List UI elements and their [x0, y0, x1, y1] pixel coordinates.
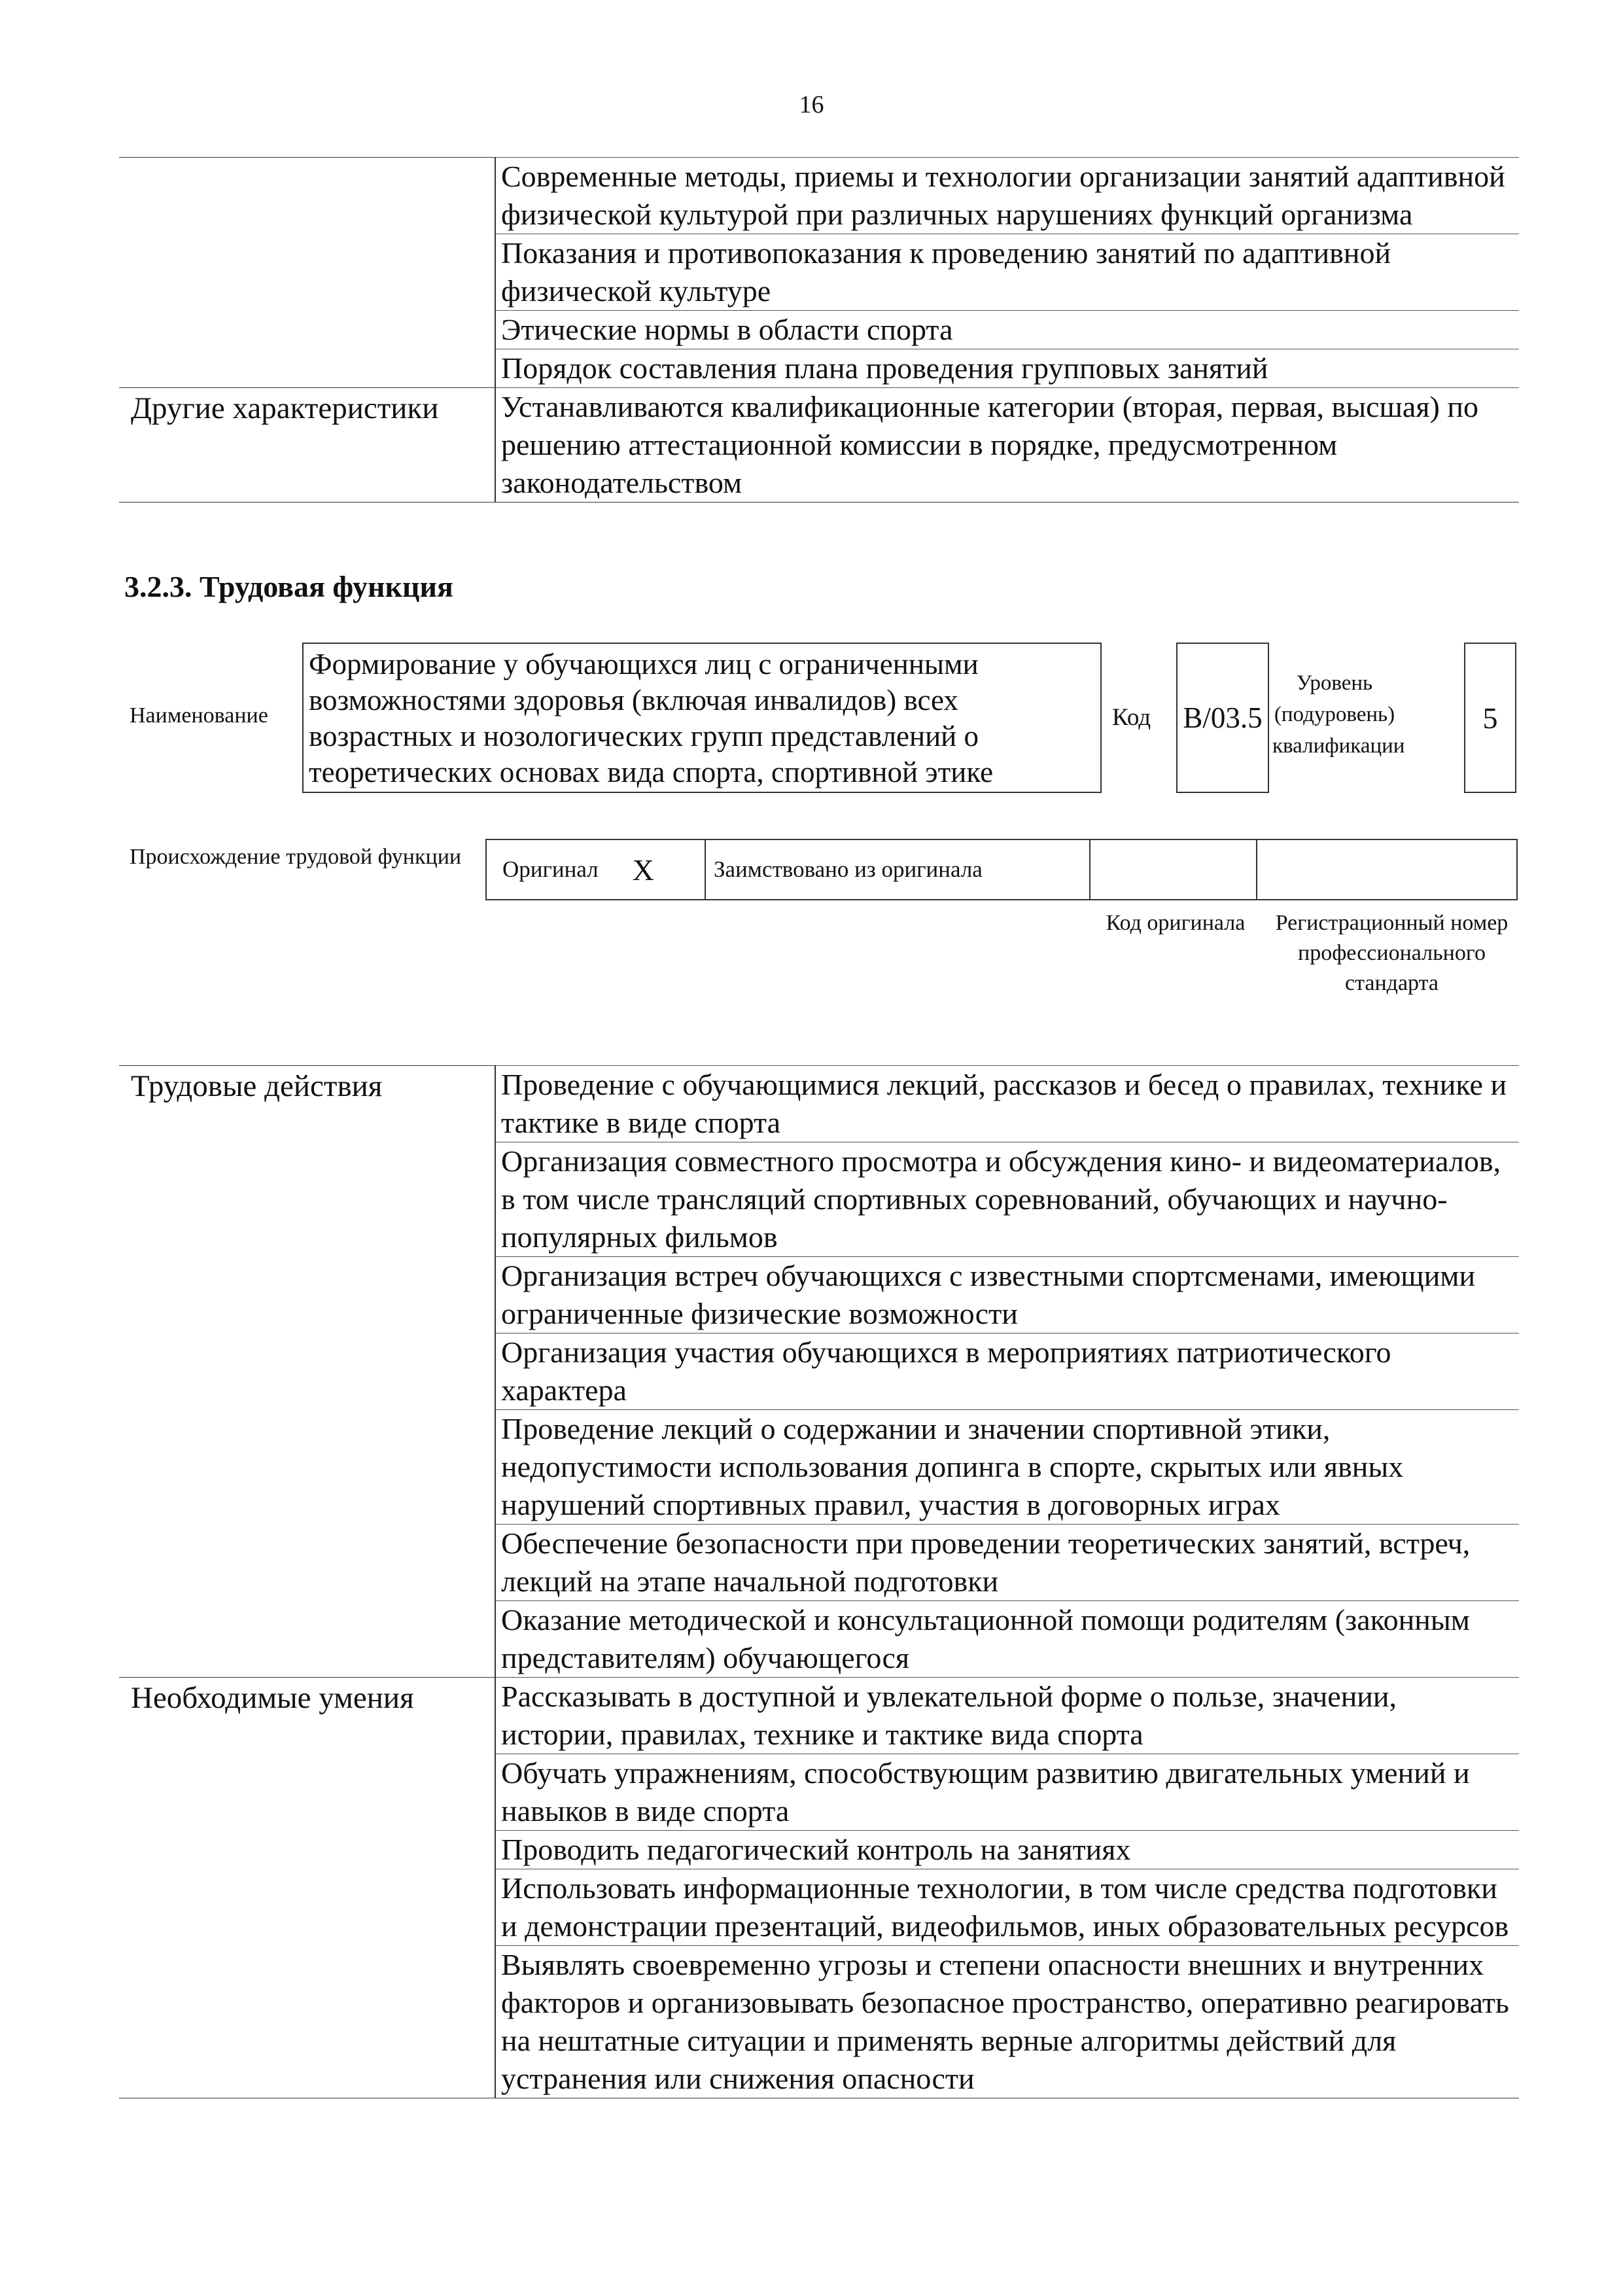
labor-function-table: [119, 1065, 1519, 2098]
continued-requirements-table: [119, 157, 1519, 503]
skill-item: Проводить педагогический контроль на занятиях: [495, 1831, 1519, 1869]
registration-number-cell: [1257, 840, 1516, 899]
qualification-level-label: Уровень (подуровень) квалификации: [1272, 671, 1405, 758]
labor-action-item: Оказание методической и консультационной помощи родителям (законным представителям) обучающегося: [495, 1601, 1519, 1678]
skill-item: Выявлять своевременно угрозы и степени опасности внешних и внутренних факторов и организовывать безопасное пространство, оперативно реагировать на нештатные ситуации и применять верные алгоритмы действий для устранения или снижения опасности: [495, 1946, 1519, 2098]
function-name-box: Формирование у обучающихся лиц с ограниченными возможностями здоровья (включая инвалидов) всех возрастных и нозологических групп представлений о теоретических основах вида спорта, спортивной этике: [302, 643, 1102, 793]
code-label: Код: [1112, 704, 1151, 731]
labor-action-item: Обеспечение безопасности при проведении теоретических занятий, встреч, лекций на этапе начальной подготовки: [495, 1525, 1519, 1601]
label-cell-empty: [119, 158, 495, 234]
labor-action-item: Проведение с обучающимися лекций, рассказов и бесед о правилах, технике и тактике в виде спорта: [495, 1066, 1519, 1142]
knowledge-item: Показания и противопоказания к проведению занятий по адаптивной физической культуре: [495, 234, 1519, 311]
skill-item: Рассказывать в доступной и увлекательной форме о пользе, значении, истории, правилах, технике и тактике вида спорта: [495, 1678, 1519, 1754]
section-title: 3.2.3. Трудовая функция: [124, 570, 453, 603]
required-skills-label: Необходимые умения: [119, 1678, 495, 1754]
labor-action-item: Организация участия обучающихся в мероприятиях патриотического характера: [495, 1333, 1519, 1410]
labor-action-item: Организация встреч обучающихся с известными спортсменами, имеющими ограниченные физические возможности: [495, 1257, 1519, 1333]
borrowed-cell: [706, 840, 1091, 899]
qualification-level-value: 5: [1482, 701, 1498, 735]
function-code-box: [1176, 643, 1269, 793]
original-mark: X: [632, 853, 654, 887]
original-cell: [487, 840, 706, 899]
labor-actions-label: Трудовые действия: [119, 1066, 495, 1142]
page-number: 16: [799, 91, 824, 118]
other-characteristics-label: Другие характеристики: [119, 388, 495, 503]
borrowed-label: Заимствовано из оригинала: [714, 857, 983, 882]
name-label: Наименование: [130, 703, 268, 728]
origin-row: [485, 839, 1518, 900]
knowledge-item: Этические нормы в области спорта: [495, 311, 1519, 349]
knowledge-item: Порядок составления плана проведения групповых занятий: [495, 349, 1519, 388]
origin-label: Происхождение трудовой функции: [130, 845, 462, 869]
qualification-level-box: [1464, 643, 1516, 793]
labor-action-item: Организация совместного просмотра и обсуждения кино- и видеоматериалов, в том числе трансляций спортивных соревнований, обучающих и научно-популярных фильмов: [495, 1142, 1519, 1257]
original-label: Оригинал: [502, 857, 599, 882]
knowledge-item: Современные методы, приемы и технологии организации занятий адаптивной физической культурой при различных нарушениях функций организма: [495, 158, 1519, 234]
original-code-cell: [1091, 840, 1257, 899]
labor-action-item: Проведение лекций о содержании и значении спортивной этики, недопустимости использования допинга в спорте, скрытых или явных нарушений спортивных правил, участия в договорных играх: [495, 1410, 1519, 1525]
skill-item: Использовать информационные технологии, в том числе средства подготовки и демонстрации презентаций, видеофильмов, иных образовательных ресурсов: [495, 1869, 1519, 1946]
registration-number-caption: Регистрационный номер профессионального стандарта: [1275, 911, 1509, 995]
original-code-caption: Код оригинала: [1106, 911, 1246, 935]
skill-item: Обучать упражнениям, способствующим развитию двигательных умений и навыков в виде спорта: [495, 1754, 1519, 1831]
other-characteristics-text: Устанавливаются квалификационные категории (вторая, первая, высшая) по решению аттестационной комиссии в порядке, предусмотренном законодательством: [495, 388, 1519, 503]
function-code-value: B/03.5: [1183, 701, 1263, 734]
